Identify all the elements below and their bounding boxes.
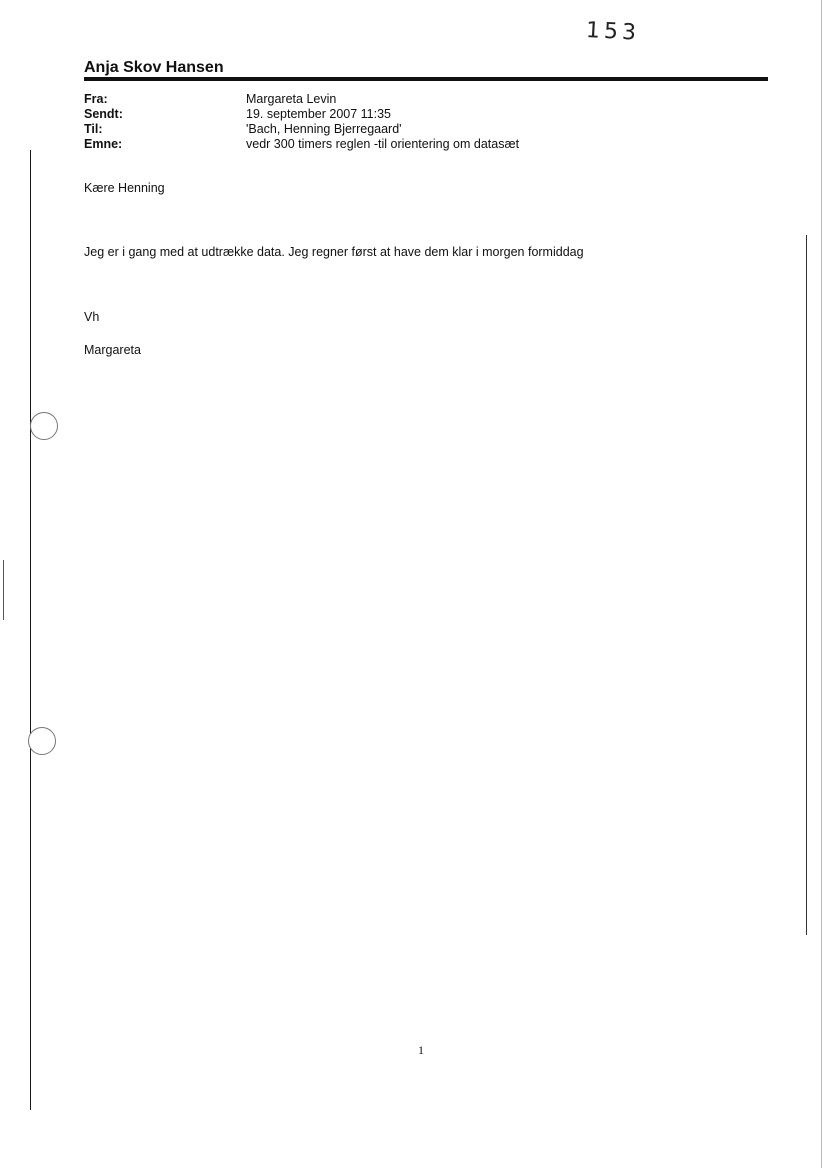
header-label: Til: <box>84 122 103 136</box>
header-value-to: 'Bach, Henning Bjerregaard' <box>246 122 402 136</box>
header-row-from <box>84 92 519 107</box>
email-headers <box>84 92 519 152</box>
scan-page-border <box>821 0 822 1168</box>
email-greeting: Kære Henning <box>84 181 165 195</box>
punch-hole-icon <box>30 412 58 440</box>
header-value-from: Margareta Levin <box>246 92 337 106</box>
header-row-sent <box>84 107 519 122</box>
email-closing: Vh <box>84 310 100 324</box>
scan-edge-mark <box>3 560 4 620</box>
sender-heading: Anja Skov Hansen <box>84 59 224 76</box>
header-row-to <box>84 122 519 137</box>
email-message: Jeg er i gang med at udtrække data. Jeg regner først at have dem klar i morgen formiddag <box>84 245 584 259</box>
scan-binder-edge <box>30 150 31 1110</box>
header-label: Sendt: <box>84 107 123 121</box>
handwritten-page-number: 153 <box>585 18 641 46</box>
page-number: 1 <box>418 1043 424 1057</box>
header-value-sent: 19. september 2007 11:35 <box>246 107 392 121</box>
header-label: Fra: <box>84 92 108 106</box>
header-row-subject <box>84 137 519 152</box>
scan-right-edge <box>806 235 807 935</box>
email-signature: Margareta <box>84 343 141 357</box>
punch-hole-icon <box>28 727 56 755</box>
header-value-subject: vedr 300 timers reglen -til orientering om datasæt <box>246 137 520 151</box>
header-label: Emne: <box>84 137 123 151</box>
heading-divider <box>84 77 768 81</box>
